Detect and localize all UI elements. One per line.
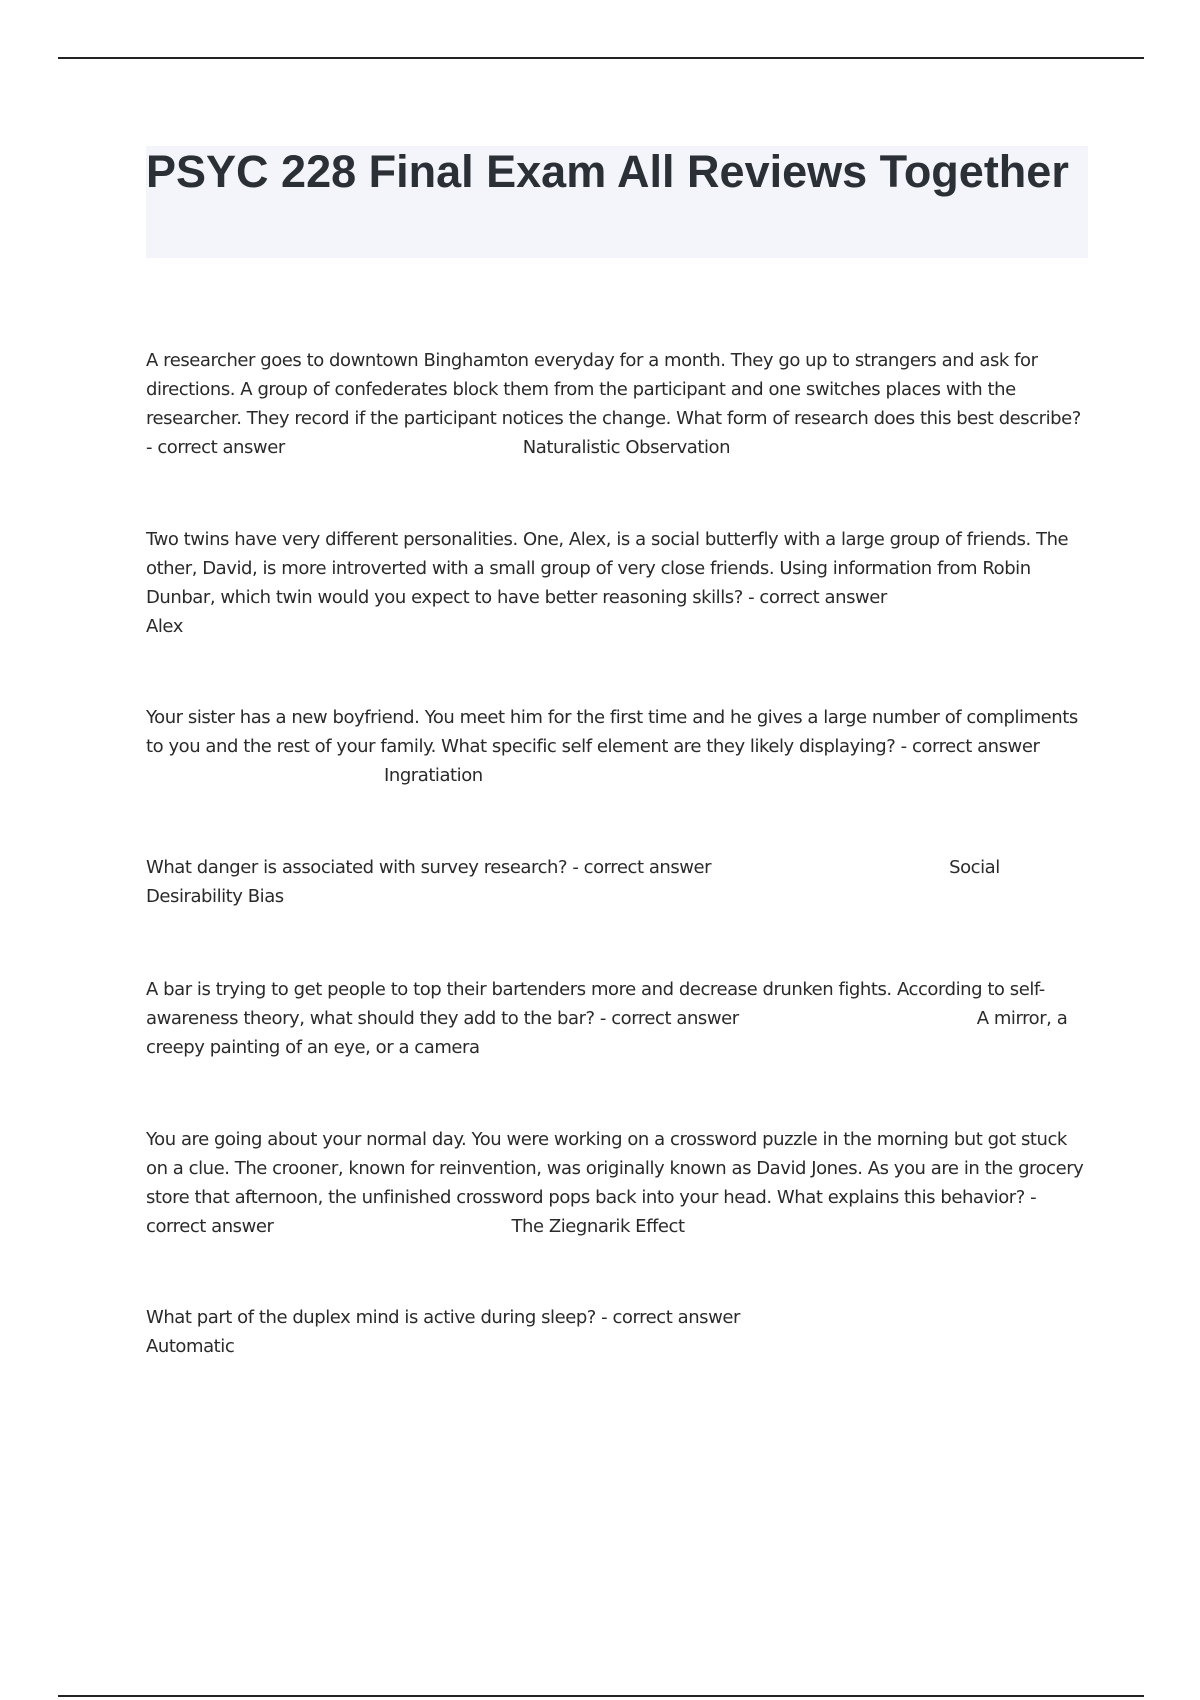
qa-item xyxy=(146,1125,1092,1241)
question-text: What part of the duplex mind is active during sleep? - correct answer xyxy=(146,1307,740,1328)
question-text: What danger is associated with survey research? - correct answer xyxy=(146,857,712,878)
qa-item xyxy=(146,346,1092,462)
qa-item xyxy=(146,975,1092,1062)
answer-text: The Ziegnarik Effect xyxy=(511,1216,685,1237)
bottom-rule xyxy=(58,1695,1144,1697)
question-text: Your sister has a new boyfriend. You meet him for the first time and he gives a large number of compliments to you and the rest of your family. What specific self element are they likely displaying? - correct answer xyxy=(146,707,1084,757)
answer-text: Naturalistic Observation xyxy=(522,437,731,458)
answer-text: Automatic xyxy=(146,1336,235,1357)
qa-item xyxy=(146,703,1092,790)
question-text: A researcher goes to downtown Binghamton everyday for a month. They go up to strangers and ask for directions. A group of confederates block them from the participant and one switches places with the researcher. They record if the participant notices the change. What form of research does this best describe? - correct answer xyxy=(146,350,1087,458)
answer-text: Alex xyxy=(146,616,183,637)
top-rule xyxy=(58,57,1144,59)
answer-text: Social Desirability Bias xyxy=(146,857,1006,907)
question-text: You are going about your normal day. You were working on a crossword puzzle in the morning but got stuck on a clue. The crooner, known for reinvention, was originally known as David Jones. As you are in the grocery store that afternoon, the unfinished crossword pops back into your head. What explains this behavior? - correct answer xyxy=(146,1129,1089,1237)
answer-text: Ingratiation xyxy=(384,765,483,786)
qa-item xyxy=(146,853,1092,911)
answer-text: A mirror, a creepy painting of an eye, or a camera xyxy=(146,1008,1073,1058)
qa-item xyxy=(146,525,1092,641)
document-title: PSYC 228 Final Exam All Reviews Together xyxy=(146,146,1069,197)
qa-item xyxy=(146,1303,1092,1361)
question-text: Two twins have very different personalities. One, Alex, is a social butterfly with a large group of friends. The other, David, is more introverted with a small group of very close friends. Using information from Robin Dunbar, which twin would you expect to have better reasoning skills? - correct answer xyxy=(146,529,1074,608)
question-text: A bar is trying to get people to top their bartenders more and decrease drunken fights. According to self-awareness theory, what should they add to the bar? - correct answer xyxy=(146,979,1045,1029)
